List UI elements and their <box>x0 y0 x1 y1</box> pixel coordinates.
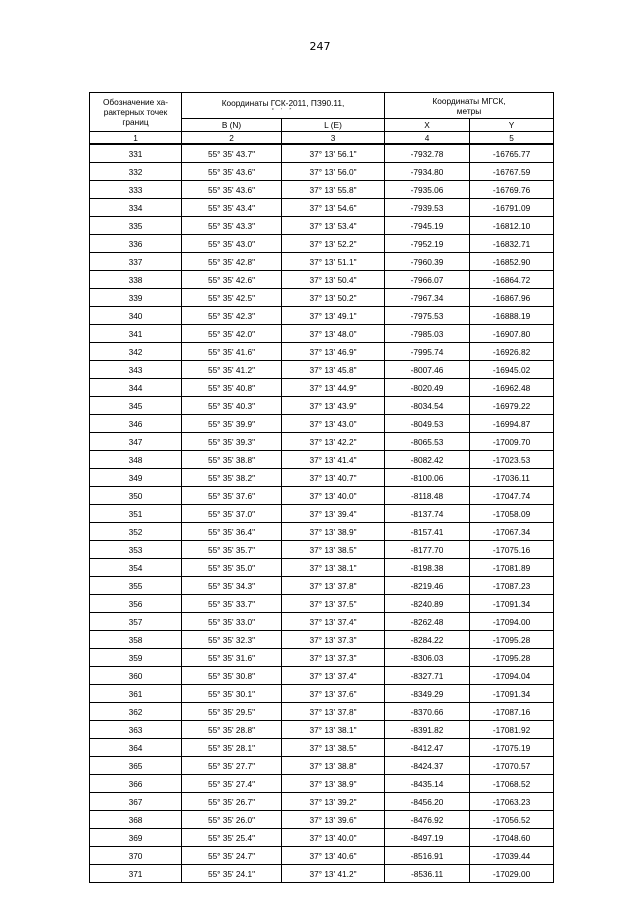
x-coordinate-cell: -8349.29 <box>385 685 470 703</box>
point-id-cell: 354 <box>90 559 182 577</box>
latitude-cell: 55° 35' 34.3" <box>182 577 282 595</box>
table-row <box>90 577 554 595</box>
y-coordinate-cell: -16945.02 <box>470 361 554 379</box>
latitude-cell: 55° 35' 24.7" <box>182 847 282 865</box>
longitude-cell: 37° 13' 46.9" <box>282 343 385 361</box>
y-coordinate-cell: -16769.76 <box>470 181 554 199</box>
point-id-cell: 352 <box>90 523 182 541</box>
y-coordinate-cell: -17081.89 <box>470 559 554 577</box>
point-id-cell: 342 <box>90 343 182 361</box>
y-coordinate-cell: -17070.57 <box>470 757 554 775</box>
longitude-cell: 37° 13' 40.0" <box>282 829 385 847</box>
longitude-cell: 37° 13' 43.9" <box>282 397 385 415</box>
latitude-cell: 55° 35' 42.3" <box>182 307 282 325</box>
point-id-cell: 338 <box>90 271 182 289</box>
point-id-cell: 340 <box>90 307 182 325</box>
latitude-cell: 55° 35' 37.6" <box>182 487 282 505</box>
table-row <box>90 865 554 883</box>
latitude-cell: 55° 35' 27.4" <box>182 775 282 793</box>
latitude-cell: 55° 35' 42.5" <box>182 289 282 307</box>
y-coordinate-cell: -16791.09 <box>470 199 554 217</box>
x-coordinate-cell: -8497.19 <box>385 829 470 847</box>
longitude-cell: 37° 13' 39.6" <box>282 811 385 829</box>
table-row <box>90 325 554 343</box>
x-coordinate-cell: -8412.47 <box>385 739 470 757</box>
y-coordinate-cell: -17087.16 <box>470 703 554 721</box>
x-coordinate-cell: -8240.89 <box>385 595 470 613</box>
latitude-cell: 55° 35' 40.3" <box>182 397 282 415</box>
latitude-cell: 55° 35' 35.7" <box>182 541 282 559</box>
x-coordinate-cell: -8082.42 <box>385 451 470 469</box>
x-coordinate-cell: -8435.14 <box>385 775 470 793</box>
table-row <box>90 847 554 865</box>
table-row <box>90 469 554 487</box>
latitude-cell: 55° 35' 28.1" <box>182 739 282 757</box>
x-coordinate-cell: -8198.38 <box>385 559 470 577</box>
longitude-cell: 37° 13' 54.6" <box>282 199 385 217</box>
point-id-cell: 355 <box>90 577 182 595</box>
table-row <box>90 685 554 703</box>
x-coordinate-cell: -7952.19 <box>385 235 470 253</box>
y-coordinate-cell: -17063.23 <box>470 793 554 811</box>
y-coordinate-cell: -16907.80 <box>470 325 554 343</box>
longitude-cell: 37° 13' 52.2" <box>282 235 385 253</box>
y-coordinate-cell: -17048.60 <box>470 829 554 847</box>
point-id-cell: 359 <box>90 649 182 667</box>
y-coordinate-cell: -16767.59 <box>470 163 554 181</box>
page-number: 247 <box>309 40 331 53</box>
point-id-cell: 369 <box>90 829 182 847</box>
x-coordinate-cell: -8327.71 <box>385 667 470 685</box>
y-coordinate-cell: -16867.96 <box>470 289 554 307</box>
table-row <box>90 379 554 397</box>
latitude-cell: 55° 35' 30.1" <box>182 685 282 703</box>
y-coordinate-cell: -17009.70 <box>470 433 554 451</box>
point-id-cell: 336 <box>90 235 182 253</box>
x-coordinate-cell: -8137.74 <box>385 505 470 523</box>
longitude-cell: 37° 13' 49.1" <box>282 307 385 325</box>
longitude-cell: 37° 13' 38.9" <box>282 523 385 541</box>
header-x: X <box>385 119 470 132</box>
y-coordinate-cell: -17056.52 <box>470 811 554 829</box>
longitude-cell: 37° 13' 38.5" <box>282 739 385 757</box>
table-row <box>90 253 554 271</box>
latitude-cell: 55° 35' 37.0" <box>182 505 282 523</box>
latitude-cell: 55° 35' 25.4" <box>182 829 282 847</box>
latitude-cell: 55° 35' 43.3" <box>182 217 282 235</box>
table-row <box>90 541 554 559</box>
x-coordinate-cell: -7975.53 <box>385 307 470 325</box>
y-coordinate-cell: -17091.34 <box>470 595 554 613</box>
x-coordinate-cell: -8049.53 <box>385 415 470 433</box>
x-coordinate-cell: -7985.03 <box>385 325 470 343</box>
longitude-cell: 37° 13' 41.2" <box>282 865 385 883</box>
table-row <box>90 721 554 739</box>
table-row <box>90 793 554 811</box>
table-row <box>90 217 554 235</box>
header-mgsk-coordinates: Координаты МГСК, метры <box>385 93 554 119</box>
x-coordinate-cell: -8020.49 <box>385 379 470 397</box>
latitude-cell: 55° 35' 42.0" <box>182 325 282 343</box>
x-coordinate-cell: -8476.92 <box>385 811 470 829</box>
table-row <box>90 487 554 505</box>
y-coordinate-cell: -17029.00 <box>470 865 554 883</box>
y-coordinate-cell: -17039.44 <box>470 847 554 865</box>
latitude-cell: 55° 35' 30.8" <box>182 667 282 685</box>
longitude-cell: 37° 13' 50.2" <box>282 289 385 307</box>
latitude-cell: 55° 35' 39.9" <box>182 415 282 433</box>
header-num-1: 1 <box>90 132 182 145</box>
latitude-cell: 55° 35' 43.0" <box>182 235 282 253</box>
point-id-cell: 350 <box>90 487 182 505</box>
table-row <box>90 811 554 829</box>
longitude-cell: 37° 13' 37.8" <box>282 703 385 721</box>
x-coordinate-cell: -8516.91 <box>385 847 470 865</box>
latitude-cell: 55° 35' 29.5" <box>182 703 282 721</box>
longitude-cell: 37° 13' 41.4" <box>282 451 385 469</box>
longitude-cell: 37° 13' 38.9" <box>282 775 385 793</box>
y-coordinate-cell: -17067.34 <box>470 523 554 541</box>
latitude-cell: 55° 35' 43.6" <box>182 163 282 181</box>
y-coordinate-cell: -17036.11 <box>470 469 554 487</box>
y-coordinate-cell: -16979.22 <box>470 397 554 415</box>
x-coordinate-cell: -8118.48 <box>385 487 470 505</box>
point-id-cell: 343 <box>90 361 182 379</box>
y-coordinate-cell: -16926.82 <box>470 343 554 361</box>
latitude-cell: 55° 35' 27.7" <box>182 757 282 775</box>
header-num-4: 4 <box>385 132 470 145</box>
x-coordinate-cell: -7939.53 <box>385 199 470 217</box>
table-row <box>90 199 554 217</box>
x-coordinate-cell: -8177.70 <box>385 541 470 559</box>
point-id-cell: 344 <box>90 379 182 397</box>
latitude-cell: 55° 35' 43.4" <box>182 199 282 217</box>
x-coordinate-cell: -8262.48 <box>385 613 470 631</box>
point-id-cell: 345 <box>90 397 182 415</box>
table-row <box>90 739 554 757</box>
point-id-cell: 334 <box>90 199 182 217</box>
y-coordinate-cell: -16888.19 <box>470 307 554 325</box>
table-row <box>90 181 554 199</box>
x-coordinate-cell: -8034.54 <box>385 397 470 415</box>
point-id-cell: 332 <box>90 163 182 181</box>
latitude-cell: 55° 35' 26.0" <box>182 811 282 829</box>
table-row <box>90 775 554 793</box>
y-coordinate-cell: -16864.72 <box>470 271 554 289</box>
longitude-cell: 37° 13' 37.6" <box>282 685 385 703</box>
table-row <box>90 757 554 775</box>
longitude-cell: 37° 13' 55.8" <box>282 181 385 199</box>
y-coordinate-cell: -16812.10 <box>470 217 554 235</box>
longitude-cell: 37° 13' 48.0" <box>282 325 385 343</box>
latitude-cell: 55° 35' 42.8" <box>182 253 282 271</box>
y-coordinate-cell: -17047.74 <box>470 487 554 505</box>
longitude-cell: 37° 13' 37.3" <box>282 649 385 667</box>
point-id-cell: 353 <box>90 541 182 559</box>
longitude-cell: 37° 13' 37.5" <box>282 595 385 613</box>
longitude-cell: 37° 13' 37.3" <box>282 631 385 649</box>
y-coordinate-cell: -16832.71 <box>470 235 554 253</box>
latitude-cell: 55° 35' 40.8" <box>182 379 282 397</box>
longitude-cell: 37° 13' 37.8" <box>282 577 385 595</box>
y-coordinate-cell: -17081.92 <box>470 721 554 739</box>
table-header <box>90 93 554 145</box>
latitude-cell: 55° 35' 26.7" <box>182 793 282 811</box>
table-row <box>90 271 554 289</box>
x-coordinate-cell: -8284.22 <box>385 631 470 649</box>
x-coordinate-cell: -8306.03 <box>385 649 470 667</box>
y-coordinate-cell: -17094.00 <box>470 613 554 631</box>
point-id-cell: 347 <box>90 433 182 451</box>
point-id-cell: 370 <box>90 847 182 865</box>
header-num-2: 2 <box>182 132 282 145</box>
longitude-cell: 37° 13' 38.8" <box>282 757 385 775</box>
table-row <box>90 595 554 613</box>
table-row <box>90 613 554 631</box>
latitude-cell: 55° 35' 42.6" <box>182 271 282 289</box>
longitude-cell: 37° 13' 44.9" <box>282 379 385 397</box>
table-row <box>90 703 554 721</box>
longitude-cell: 37° 13' 43.0" <box>282 415 385 433</box>
longitude-cell: 37° 13' 38.1" <box>282 559 385 577</box>
y-coordinate-cell: -17068.52 <box>470 775 554 793</box>
table-body <box>90 144 554 883</box>
header-b: B (N) <box>182 119 282 132</box>
x-coordinate-cell: -8065.53 <box>385 433 470 451</box>
y-coordinate-cell: -16765.77 <box>470 144 554 163</box>
table-row <box>90 505 554 523</box>
table-row <box>90 307 554 325</box>
header-l: L (E) <box>282 119 385 132</box>
table-row <box>90 235 554 253</box>
x-coordinate-cell: -7960.39 <box>385 253 470 271</box>
point-id-cell: 349 <box>90 469 182 487</box>
point-id-cell: 346 <box>90 415 182 433</box>
header-num-5: 5 <box>470 132 554 145</box>
point-id-cell: 333 <box>90 181 182 199</box>
x-coordinate-cell: -8370.66 <box>385 703 470 721</box>
x-coordinate-cell: -7995.74 <box>385 343 470 361</box>
point-id-cell: 365 <box>90 757 182 775</box>
table-row <box>90 649 554 667</box>
y-coordinate-cell: -17087.23 <box>470 577 554 595</box>
y-coordinate-cell: -17095.28 <box>470 631 554 649</box>
latitude-cell: 55° 35' 43.7" <box>182 144 282 163</box>
coordinates-table <box>89 92 554 883</box>
longitude-cell: 37° 13' 38.1" <box>282 721 385 739</box>
table-row <box>90 451 554 469</box>
x-coordinate-cell: -7935.06 <box>385 181 470 199</box>
latitude-cell: 55° 35' 41.2" <box>182 361 282 379</box>
latitude-cell: 55° 35' 38.8" <box>182 451 282 469</box>
y-coordinate-cell: -17075.19 <box>470 739 554 757</box>
latitude-cell: 55° 35' 39.3" <box>182 433 282 451</box>
table-row <box>90 397 554 415</box>
x-coordinate-cell: -7945.19 <box>385 217 470 235</box>
table-row <box>90 523 554 541</box>
longitude-cell: 37° 13' 56.1" <box>282 144 385 163</box>
x-coordinate-cell: -7932.78 <box>385 144 470 163</box>
x-coordinate-cell: -8424.37 <box>385 757 470 775</box>
table-row <box>90 415 554 433</box>
table-row <box>90 559 554 577</box>
longitude-cell: 37° 13' 45.8" <box>282 361 385 379</box>
latitude-cell: 55° 35' 31.6" <box>182 649 282 667</box>
longitude-cell: 37° 13' 38.5" <box>282 541 385 559</box>
point-id-cell: 358 <box>90 631 182 649</box>
longitude-cell: 37° 13' 40.0" <box>282 487 385 505</box>
longitude-cell: 37° 13' 37.4" <box>282 667 385 685</box>
longitude-cell: 37° 13' 56.0" <box>282 163 385 181</box>
y-coordinate-cell: -17091.34 <box>470 685 554 703</box>
x-coordinate-cell: -8100.06 <box>385 469 470 487</box>
y-coordinate-cell: -16994.87 <box>470 415 554 433</box>
longitude-cell: 37° 13' 40.7" <box>282 469 385 487</box>
header-y: Y <box>470 119 554 132</box>
table-row <box>90 289 554 307</box>
y-coordinate-cell: -16962.48 <box>470 379 554 397</box>
latitude-cell: 55° 35' 33.7" <box>182 595 282 613</box>
y-coordinate-cell: -16852.90 <box>470 253 554 271</box>
point-id-cell: 371 <box>90 865 182 883</box>
x-coordinate-cell: -7967.34 <box>385 289 470 307</box>
x-coordinate-cell: -8219.46 <box>385 577 470 595</box>
point-id-cell: 351 <box>90 505 182 523</box>
point-id-cell: 366 <box>90 775 182 793</box>
longitude-cell: 37° 13' 39.4" <box>282 505 385 523</box>
point-id-cell: 335 <box>90 217 182 235</box>
latitude-cell: 55° 35' 24.1" <box>182 865 282 883</box>
y-coordinate-cell: -17094.04 <box>470 667 554 685</box>
header-point-designation: Обозначение ха- рактерных точек границ <box>90 93 182 132</box>
longitude-cell: 37° 13' 53.4" <box>282 217 385 235</box>
table-row <box>90 361 554 379</box>
latitude-cell: 55° 35' 38.2" <box>182 469 282 487</box>
table-row <box>90 433 554 451</box>
point-id-cell: 356 <box>90 595 182 613</box>
latitude-cell: 55° 35' 33.0" <box>182 613 282 631</box>
point-id-cell: 364 <box>90 739 182 757</box>
x-coordinate-cell: -8536.11 <box>385 865 470 883</box>
table-row <box>90 667 554 685</box>
longitude-cell: 37° 13' 50.4" <box>282 271 385 289</box>
header-num-3: 3 <box>282 132 385 145</box>
longitude-cell: 37° 13' 42.2" <box>282 433 385 451</box>
latitude-cell: 55° 35' 43.6" <box>182 181 282 199</box>
table-row <box>90 163 554 181</box>
table-row <box>90 144 554 163</box>
y-coordinate-cell: -17023.53 <box>470 451 554 469</box>
x-coordinate-cell: -8157.41 <box>385 523 470 541</box>
longitude-cell: 37° 13' 37.4" <box>282 613 385 631</box>
point-id-cell: 331 <box>90 144 182 163</box>
point-id-cell: 341 <box>90 325 182 343</box>
x-coordinate-cell: -7966.07 <box>385 271 470 289</box>
y-coordinate-cell: -17058.09 <box>470 505 554 523</box>
latitude-cell: 55° 35' 36.4" <box>182 523 282 541</box>
x-coordinate-cell: -7934.80 <box>385 163 470 181</box>
y-coordinate-cell: -17075.16 <box>470 541 554 559</box>
point-id-cell: 339 <box>90 289 182 307</box>
latitude-cell: 55° 35' 28.8" <box>182 721 282 739</box>
table-row <box>90 829 554 847</box>
y-coordinate-cell: -17095.28 <box>470 649 554 667</box>
table-row <box>90 631 554 649</box>
x-coordinate-cell: -8456.20 <box>385 793 470 811</box>
table-row <box>90 343 554 361</box>
header-gsk-coordinates: Координаты ГСК-2011, ПЗ90.11, ° ′ ″ <box>182 93 385 119</box>
latitude-cell: 55° 35' 35.0" <box>182 559 282 577</box>
point-id-cell: 360 <box>90 667 182 685</box>
point-id-cell: 362 <box>90 703 182 721</box>
longitude-cell: 37° 13' 39.2" <box>282 793 385 811</box>
x-coordinate-cell: -8007.46 <box>385 361 470 379</box>
longitude-cell: 37° 13' 40.6" <box>282 847 385 865</box>
point-id-cell: 368 <box>90 811 182 829</box>
x-coordinate-cell: -8391.82 <box>385 721 470 739</box>
latitude-cell: 55° 35' 32.3" <box>182 631 282 649</box>
point-id-cell: 361 <box>90 685 182 703</box>
point-id-cell: 337 <box>90 253 182 271</box>
point-id-cell: 363 <box>90 721 182 739</box>
latitude-cell: 55° 35' 41.6" <box>182 343 282 361</box>
point-id-cell: 348 <box>90 451 182 469</box>
longitude-cell: 37° 13' 51.1" <box>282 253 385 271</box>
point-id-cell: 367 <box>90 793 182 811</box>
point-id-cell: 357 <box>90 613 182 631</box>
